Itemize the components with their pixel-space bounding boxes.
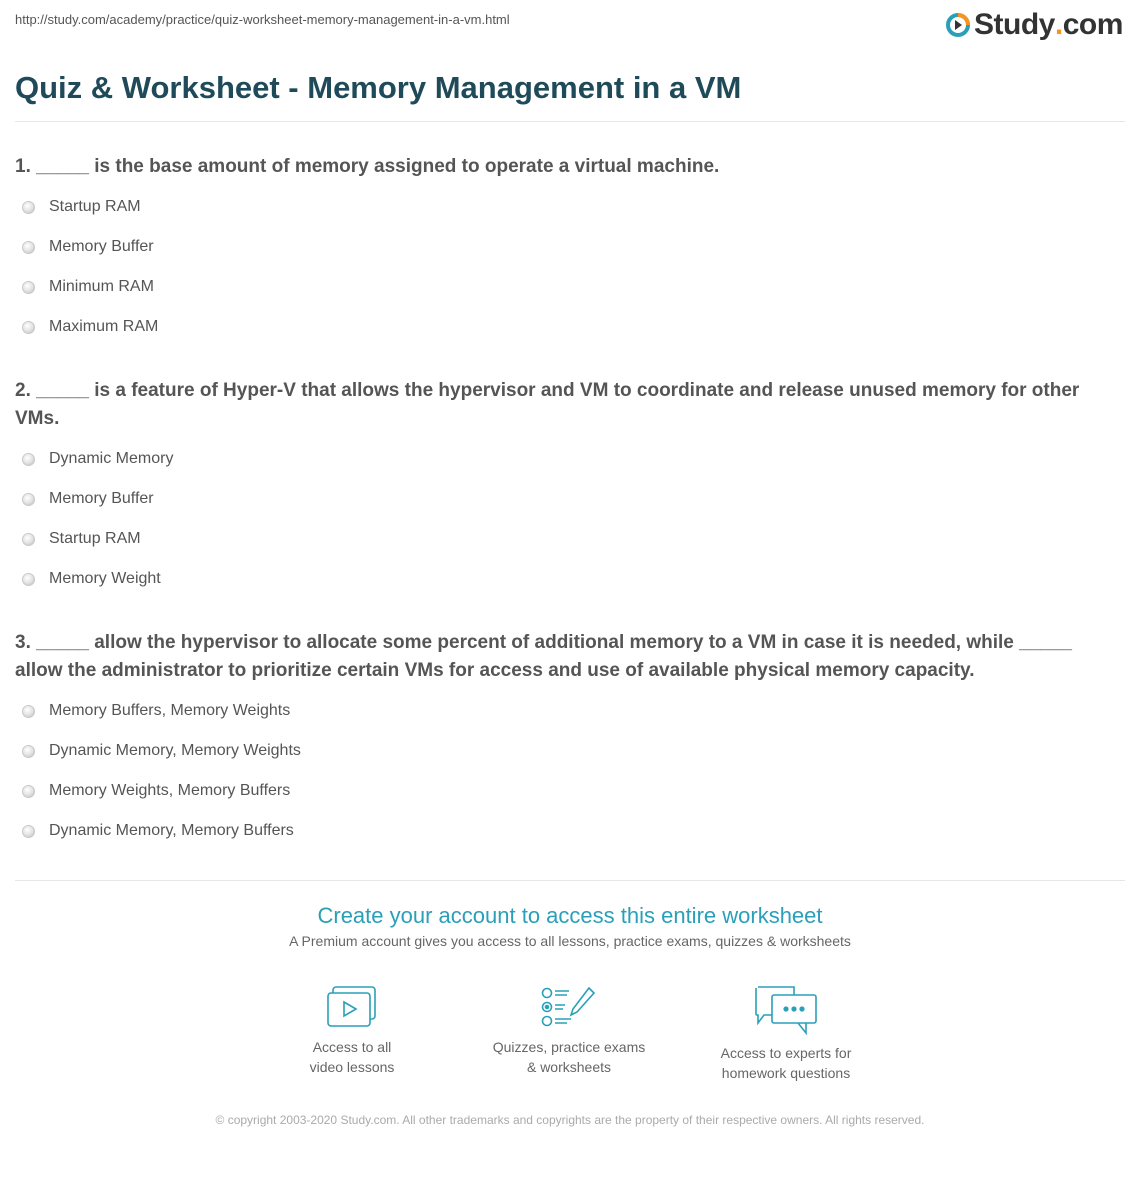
page-title: Quiz & Worksheet - Memory Management in a VM	[15, 70, 742, 105]
chat-bubbles-icon	[754, 985, 818, 1035]
radio-button[interactable]	[22, 321, 35, 334]
logo-text: Study	[974, 8, 1055, 41]
feature-label: Access to experts for	[720, 1045, 852, 1061]
cta-subtitle: A Premium account gives you access to all lessons, practice exams, quizzes & worksheets	[289, 933, 851, 949]
answer-option[interactable]	[22, 490, 154, 508]
answer-option[interactable]	[22, 822, 294, 840]
feature-quizzes	[459, 985, 679, 1077]
answer-option[interactable]	[22, 198, 141, 216]
option-label: Dynamic Memory, Memory Weights	[49, 742, 301, 759]
question-3: 3. _____ allow the hypervisor to allocate some percent of additional memory to a VM in case it is needed, while _____ allow the administrator to prioritize certain VMs for access and use of available physical memory capacity.	[15, 632, 1072, 681]
radio-button[interactable]	[22, 493, 35, 506]
radio-button[interactable]	[22, 201, 35, 214]
divider	[15, 880, 1125, 881]
radio-button[interactable]	[22, 573, 35, 586]
option-label: Startup RAM	[49, 198, 141, 215]
answer-option[interactable]	[22, 570, 161, 588]
answer-option[interactable]	[22, 782, 290, 800]
feature-label: Access to all	[312, 1039, 392, 1055]
feature-video-lessons	[242, 985, 462, 1077]
option-label: Memory Buffer	[49, 490, 154, 507]
answer-option[interactable]	[22, 318, 158, 336]
page-url: http://study.com/academy/practice/quiz-worksheet-memory-management-in-a-vm.html	[15, 12, 510, 27]
answer-option[interactable]	[22, 702, 290, 720]
quiz-checklist-icon	[541, 985, 597, 1029]
radio-button[interactable]	[22, 705, 35, 718]
feature-label: video lessons	[309, 1059, 395, 1075]
study-logo[interactable]	[945, 8, 1123, 42]
logo-dot: .	[1054, 8, 1063, 41]
create-account-link[interactable]: Create your account to access this entire worksheet	[317, 903, 823, 928]
divider	[15, 121, 1125, 122]
option-label: Memory Weight	[49, 570, 161, 587]
answer-option[interactable]	[22, 278, 154, 296]
video-lessons-icon	[326, 985, 378, 1029]
question-2: 2. _____ is a feature of Hyper-V that allows the hypervisor and VM to coordinate and release unused memory for other VMs.	[15, 380, 1080, 429]
play-logo-icon	[945, 12, 971, 38]
option-label: Dynamic Memory	[49, 450, 174, 467]
radio-button[interactable]	[22, 453, 35, 466]
feature-experts	[676, 985, 896, 1083]
feature-label: & worksheets	[526, 1059, 612, 1075]
radio-button[interactable]	[22, 785, 35, 798]
feature-label: homework questions	[721, 1065, 851, 1081]
answer-option[interactable]	[22, 450, 173, 468]
answer-option[interactable]	[22, 530, 141, 548]
answer-option[interactable]	[22, 238, 154, 256]
radio-button[interactable]	[22, 825, 35, 838]
option-label: Memory Weights, Memory Buffers	[49, 782, 291, 799]
radio-button[interactable]	[22, 281, 35, 294]
option-label: Memory Buffers, Memory Weights	[49, 702, 291, 719]
option-label: Maximum RAM	[49, 318, 159, 335]
feature-label: Quizzes, practice exams	[492, 1039, 646, 1055]
option-label: Minimum RAM	[49, 278, 154, 295]
option-label: Startup RAM	[49, 530, 141, 547]
logo-tail: com	[1062, 8, 1123, 41]
radio-button[interactable]	[22, 241, 35, 254]
radio-button[interactable]	[22, 745, 35, 758]
option-label: Memory Buffer	[49, 238, 154, 255]
answer-option[interactable]	[22, 742, 301, 760]
option-label: Dynamic Memory, Memory Buffers	[49, 822, 294, 839]
question-1: 1. _____ is the base amount of memory assigned to operate a virtual machine.	[15, 156, 720, 177]
radio-button[interactable]	[22, 533, 35, 546]
copyright-footer: © copyright 2003-2020 Study.com. All other trademarks and copyrights are the property of their respective owners. All rights reserved.	[215, 1113, 925, 1127]
